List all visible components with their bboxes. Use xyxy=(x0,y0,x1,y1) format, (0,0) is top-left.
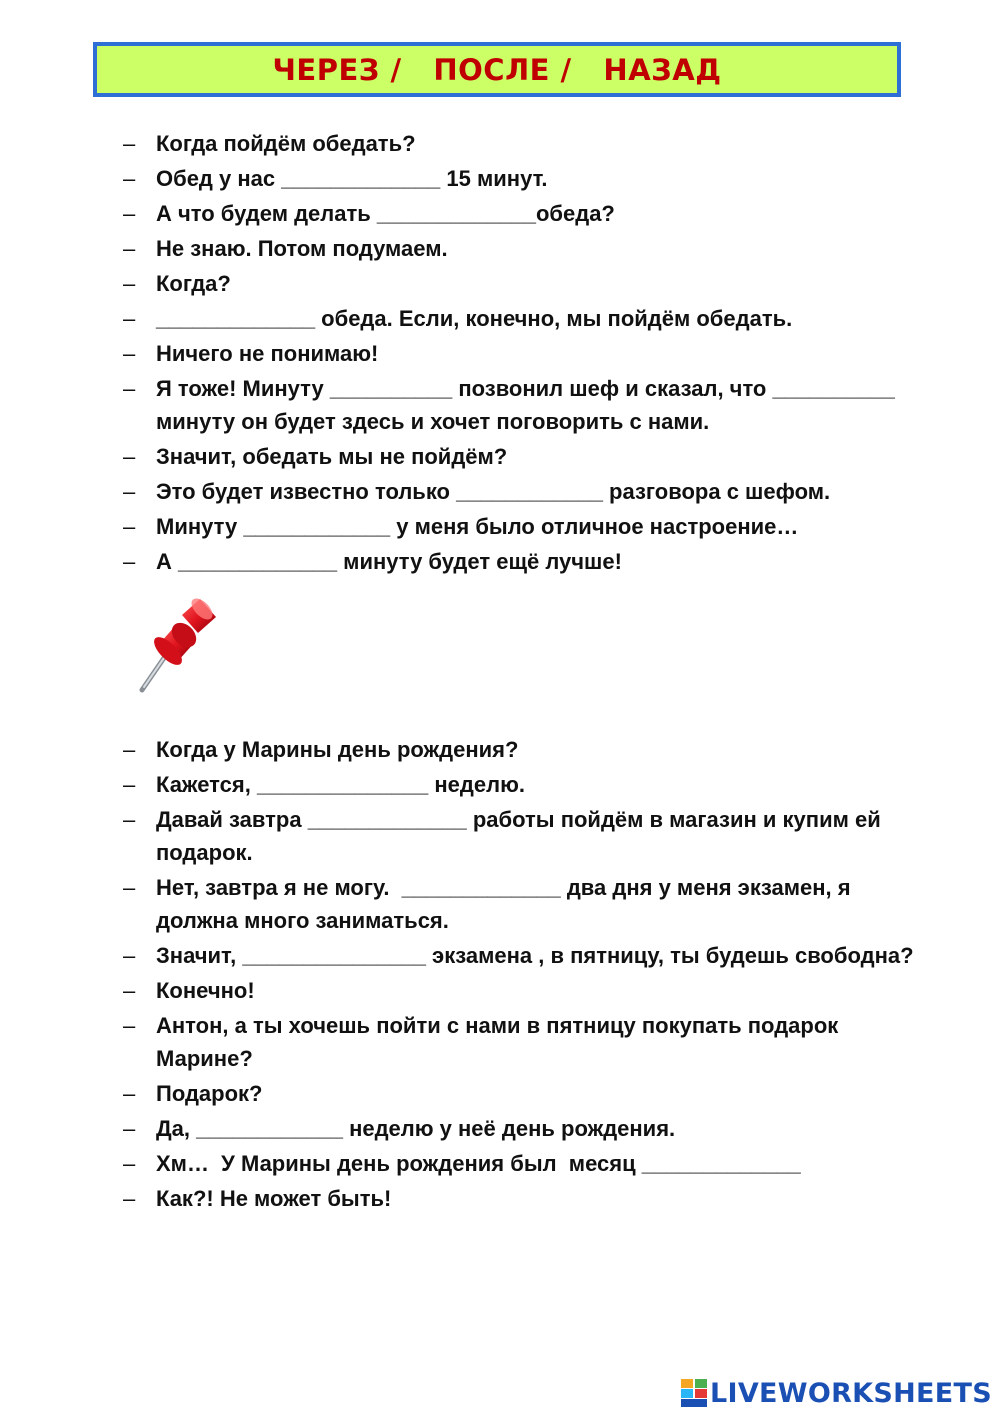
dash: – xyxy=(123,978,136,1003)
page-title: ЧЕРЕЗ / ПОСЛЕ / НАЗАД xyxy=(272,52,722,87)
dash: – xyxy=(123,271,136,296)
line-text: Это будет известно только ____________ разговора с шефом. xyxy=(156,479,831,504)
line-text: Когда? xyxy=(156,271,231,296)
red-pushpin-icon xyxy=(138,595,220,693)
dialog-line xyxy=(123,302,923,335)
line-text: Кажется, ______________ неделю. xyxy=(156,772,525,797)
dialog-line xyxy=(123,372,923,438)
dash: – xyxy=(123,479,136,504)
dialog-1 xyxy=(123,127,923,580)
dialog-line xyxy=(123,803,923,869)
dialog-line xyxy=(123,440,923,473)
line-text: Антон, а ты хочешь пойти с нами в пятницу покупать подарок Марине? xyxy=(156,1013,845,1071)
dash: – xyxy=(123,306,136,331)
dialog-line xyxy=(123,1077,923,1110)
line-text: Хм… У Марины день рождения был месяц _____________ xyxy=(156,1151,801,1176)
dash: – xyxy=(123,444,136,469)
dash: – xyxy=(123,943,136,968)
line-text: Да, ____________ неделю у неё день рождения. xyxy=(156,1116,676,1141)
dash: – xyxy=(123,549,136,574)
liveworksheets-logo xyxy=(681,1376,992,1410)
dialog-line xyxy=(123,939,923,972)
dialog-line xyxy=(123,545,923,578)
line-text: Значит, _______________ экзамена , в пятницу, ты будешь свободна? xyxy=(156,943,914,968)
line-text: Давай завтра _____________ работы пойдём в магазин и купим ей подарок. xyxy=(156,807,887,865)
line-text: Минуту ____________ у меня было отличное настроение… xyxy=(156,514,799,539)
line-text: Нет, завтра я не могу. _____________ два дня у меня экзамен, я должна много заниматься. xyxy=(156,875,857,933)
line-text: Обед у нас _____________ 15 минут. xyxy=(156,166,548,191)
logo-text: LIVEWORKSHEETS xyxy=(709,1377,992,1409)
dash: – xyxy=(123,514,136,539)
dash: – xyxy=(123,166,136,191)
dialog-line xyxy=(123,232,923,265)
liveworksheets-mark-icon xyxy=(681,1379,707,1407)
line-text: Когда у Марины день рождения? xyxy=(156,737,519,762)
dialog-line xyxy=(123,337,923,370)
dash: – xyxy=(123,131,136,156)
dialog-line xyxy=(123,127,923,160)
line-text: А _____________ минуту будет ещё лучше! xyxy=(156,549,622,574)
dialog-line xyxy=(123,733,923,766)
line-text: Не знаю. Потом подумаем. xyxy=(156,236,448,261)
dialog-line xyxy=(123,475,923,508)
dialog-line xyxy=(123,1112,923,1145)
line-text: Я тоже! Минуту __________ позвонил шеф и сказал, что __________ минуту он будет здесь и хочет поговорить с нами. xyxy=(156,376,901,434)
dash: – xyxy=(123,772,136,797)
line-text: _____________ обеда. Если, конечно, мы пойдём обедать. xyxy=(156,306,793,331)
line-text: Подарок? xyxy=(156,1081,263,1106)
dash: – xyxy=(123,201,136,226)
title-banner xyxy=(93,42,901,97)
dash: – xyxy=(123,1081,136,1106)
dash: – xyxy=(123,1151,136,1176)
line-text: А что будем делать _____________обеда? xyxy=(156,201,615,226)
dialog-line xyxy=(123,1147,923,1180)
dash: – xyxy=(123,341,136,366)
dash: – xyxy=(123,1013,136,1038)
dialog-line xyxy=(123,197,923,230)
dash: – xyxy=(123,1116,136,1141)
line-text: Как?! Не может быть! xyxy=(156,1186,392,1211)
dash: – xyxy=(123,875,136,900)
line-text: Значит, обедать мы не пойдём? xyxy=(156,444,508,469)
dash: – xyxy=(123,1186,136,1211)
line-text: Конечно! xyxy=(156,978,255,1003)
dialog-line xyxy=(123,162,923,195)
dash: – xyxy=(123,236,136,261)
dialog-line xyxy=(123,510,923,543)
dialog-line xyxy=(123,1182,923,1215)
dash: – xyxy=(123,807,136,832)
dialog-2 xyxy=(123,733,923,1217)
dialog-line xyxy=(123,267,923,300)
line-text: Ничего не понимаю! xyxy=(156,341,379,366)
dash: – xyxy=(123,737,136,762)
dialog-line xyxy=(123,1009,923,1075)
dialog-line xyxy=(123,768,923,801)
dialog-line xyxy=(123,871,923,937)
dialog-line xyxy=(123,974,923,1007)
line-text: Когда пойдём обедать? xyxy=(156,131,416,156)
dash: – xyxy=(123,376,136,401)
